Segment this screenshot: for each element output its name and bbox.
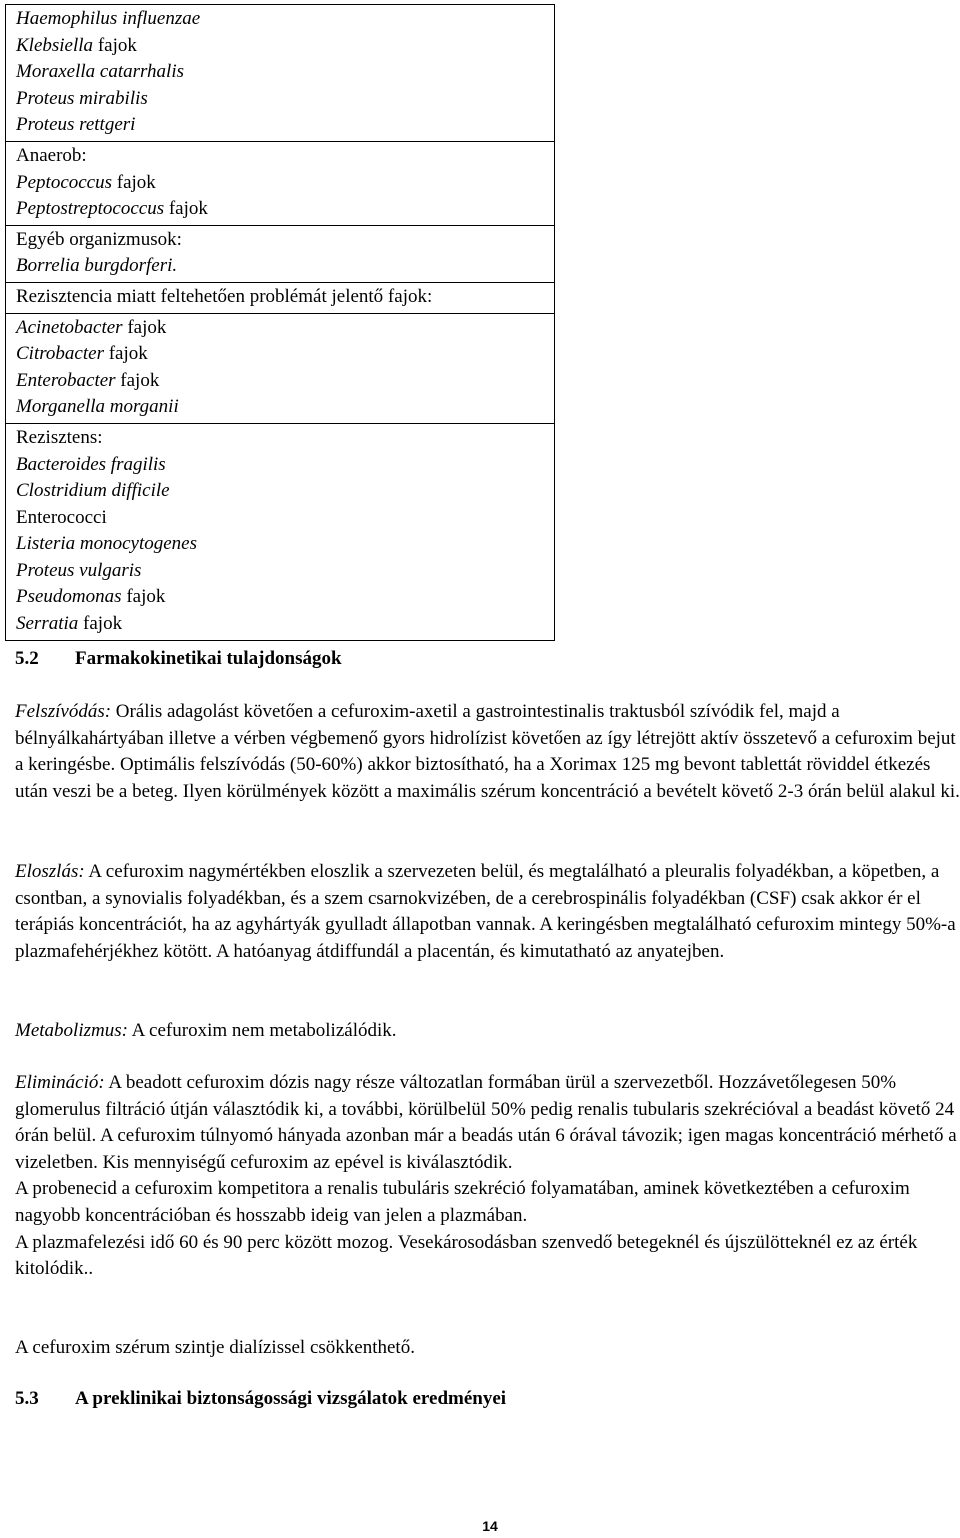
organism-line: [16, 143, 544, 170]
organism-line: [16, 253, 544, 280]
organism-qualifier: fajok: [164, 198, 208, 220]
organism-name: Proteus rettgeri: [16, 114, 136, 136]
organism-name: Enterobacter: [16, 369, 116, 391]
organism-line: [16, 86, 544, 113]
table-cell: [6, 313, 555, 423]
table-cell: [6, 5, 555, 142]
organism-qualifier: Egyéb organizmusok:: [16, 228, 182, 250]
organism-line: [16, 531, 544, 558]
organism-name: Bacteroides fragilis: [16, 453, 166, 475]
probenecid-text: A probenecid a cefuroxim kompetitora a renalis tubuláris szekréció folyamatában, aminek következtében a cefuroxim nagyobb koncentrációban és hosszabb ideig van jelen a plazmában.: [15, 1178, 910, 1226]
organism-name: Klebsiella: [16, 34, 94, 56]
distribution-label: Eloszlás:: [15, 861, 85, 882]
organism-name: Morganella morganii: [16, 396, 179, 418]
elimination-label: Elimináció:: [15, 1072, 105, 1093]
organism-qualifier: fajok: [112, 171, 156, 193]
organism-qualifier: fajok: [115, 369, 160, 391]
organism-line: [16, 611, 544, 638]
section-number: 5.3: [15, 1388, 39, 1409]
organism-qualifier: fajok: [121, 586, 166, 608]
organism-name: Acinetobacter: [16, 316, 123, 338]
elimination-paragraph: [15, 1070, 960, 1283]
absorption-paragraph: [15, 699, 960, 805]
organism-qualifier: Rezisztencia miatt feltehetően problémát jelentő fajok:: [16, 285, 433, 307]
table-cell: [6, 225, 555, 282]
table-row: [6, 225, 555, 282]
organism-name: Peptococcus: [16, 171, 113, 193]
organism-name: Haemophilus influenzae: [16, 8, 201, 29]
organism-name: Proteus vulgaris: [16, 559, 142, 581]
organism-name: Borrelia burgdorferi.: [16, 255, 178, 277]
organism-name: Listeria monocytogenes: [16, 533, 198, 555]
half-life-text: A plazmafelezési idő 60 és 90 perc között mozog. Vesekárosodásban szenvedő betegeknél és újszülötteknél ez az érték kitolódik..: [15, 1231, 918, 1280]
organism-name: Moraxella catarrhalis: [16, 61, 185, 83]
metabolism-label: Metabolizmus:: [15, 1020, 128, 1041]
metabolism-text: A cefuroxim nem metabolizálódik.: [127, 1020, 397, 1041]
organism-line: [16, 6, 544, 33]
organism-table: [5, 4, 555, 641]
organism-qualifier: fajok: [78, 613, 123, 635]
distribution-text: A cefuroxim nagymértékben eloszlik a szervezeten belül, és megtalálható a pleuralis folyadékban, a köpetben, a csontban, a synovialis folyadékban, és a szem csarnokvizében, de a cerebrospinális folyadékban (CSF) csak akkor ér el terápiás koncentrációt, ha az agyhártyák gyulladt állapotban vannak. A keringésben megtalálható cefuroxim mintegy 50%-a plazmafehérjékhez kötött. A hatóanyag átdiffundál a placentán, és kimutatható az anyatejben.: [15, 861, 956, 962]
organism-line: [16, 59, 544, 86]
absorption-label: Felszívódás:: [15, 701, 112, 722]
table-row: [6, 313, 555, 423]
organism-line: [16, 558, 544, 585]
distribution-paragraph: [15, 859, 960, 965]
organism-qualifier: fajok: [122, 316, 167, 338]
organism-line: [16, 584, 544, 611]
organism-line: [16, 284, 544, 311]
organism-name: Proteus mirabilis: [16, 87, 148, 109]
section-5-2-heading: [15, 648, 342, 670]
organism-line: [16, 170, 544, 197]
organism-qualifier: Anaerob:: [16, 144, 87, 166]
organism-name: Serratia: [16, 613, 79, 635]
organism-qualifier: Enterococci: [16, 506, 107, 528]
table-cell: [6, 423, 555, 640]
organism-name: Citrobacter: [16, 343, 104, 365]
table-row: [6, 282, 555, 313]
page-number: 14: [482, 1518, 498, 1534]
organism-line: [16, 341, 544, 368]
organism-qualifier: fajok: [93, 34, 137, 56]
organism-qualifier: Rezisztens:: [16, 426, 103, 448]
section-title: Farmakokinetikai tulajdonságok: [75, 648, 342, 669]
table-row: [6, 141, 555, 225]
table-row: [6, 423, 555, 640]
organism-name: Pseudomonas: [16, 586, 122, 608]
organism-name: Clostridium difficile: [16, 480, 170, 502]
table-cell: [6, 282, 555, 313]
section-5-3-heading: [15, 1388, 506, 1410]
organism-name: Peptostreptococcus: [16, 198, 165, 220]
elimination-text: A beadott cefuroxim dózis nagy része változatlan formában ürül a szervezetből. Hozzávetőlegesen 50% glomerulus filtráció útján választódik ki, a további, körülbelül 50% pedig renalis tubularis szekrécióval a beadást követő 24 órán belül. A cefuroxim túlnyomó hányada azonban már a beadás után 6 órával távozik; igen magas koncentráció mérhető a vizeletben. Kis mennyiségű cefuroxim az epével is kiválasztódik.: [15, 1072, 957, 1173]
organism-line: [16, 196, 544, 223]
dialysis-text: A cefuroxim szérum szintje dialízissel csökkenthető.: [15, 1337, 415, 1358]
organism-qualifier: fajok: [103, 343, 148, 365]
organism-line: [16, 478, 544, 505]
table-row: [6, 5, 555, 142]
organism-line: [16, 368, 544, 395]
section-title: A preklinikai biztonságossági vizsgálatok eredményei: [75, 1388, 507, 1409]
dialysis-paragraph: [15, 1335, 960, 1362]
organism-line: [16, 394, 544, 421]
absorption-text: Orális adagolást követően a cefuroxim-axetil a gastrointestinalis traktusból szívódik fel, majd a bélnyálkahártyában illetve a vérben végbemenő gyors hidrolízist követően az így létrejött aktív összetevő a cefuroxim bejut a keringésbe. Optimális felszívódás (50-60%) akkor biztosítható, ha a Xorimax 125 mg bevont tablettát röviddel étkezés után veszi be a beteg. Ilyen körülmények között a maximális szérum koncentráció a bevételt követő 2-3 órán belül alakul ki.: [15, 701, 960, 802]
metabolism-paragraph: [15, 1018, 960, 1045]
table-cell: [6, 141, 555, 225]
organism-line: [16, 112, 544, 139]
organism-line: [16, 315, 544, 342]
organism-line: [16, 505, 544, 532]
organism-line: [16, 227, 544, 254]
organism-line: [16, 33, 544, 60]
organism-line: [16, 425, 544, 452]
section-number: 5.2: [15, 648, 39, 669]
organism-line: [16, 452, 544, 479]
